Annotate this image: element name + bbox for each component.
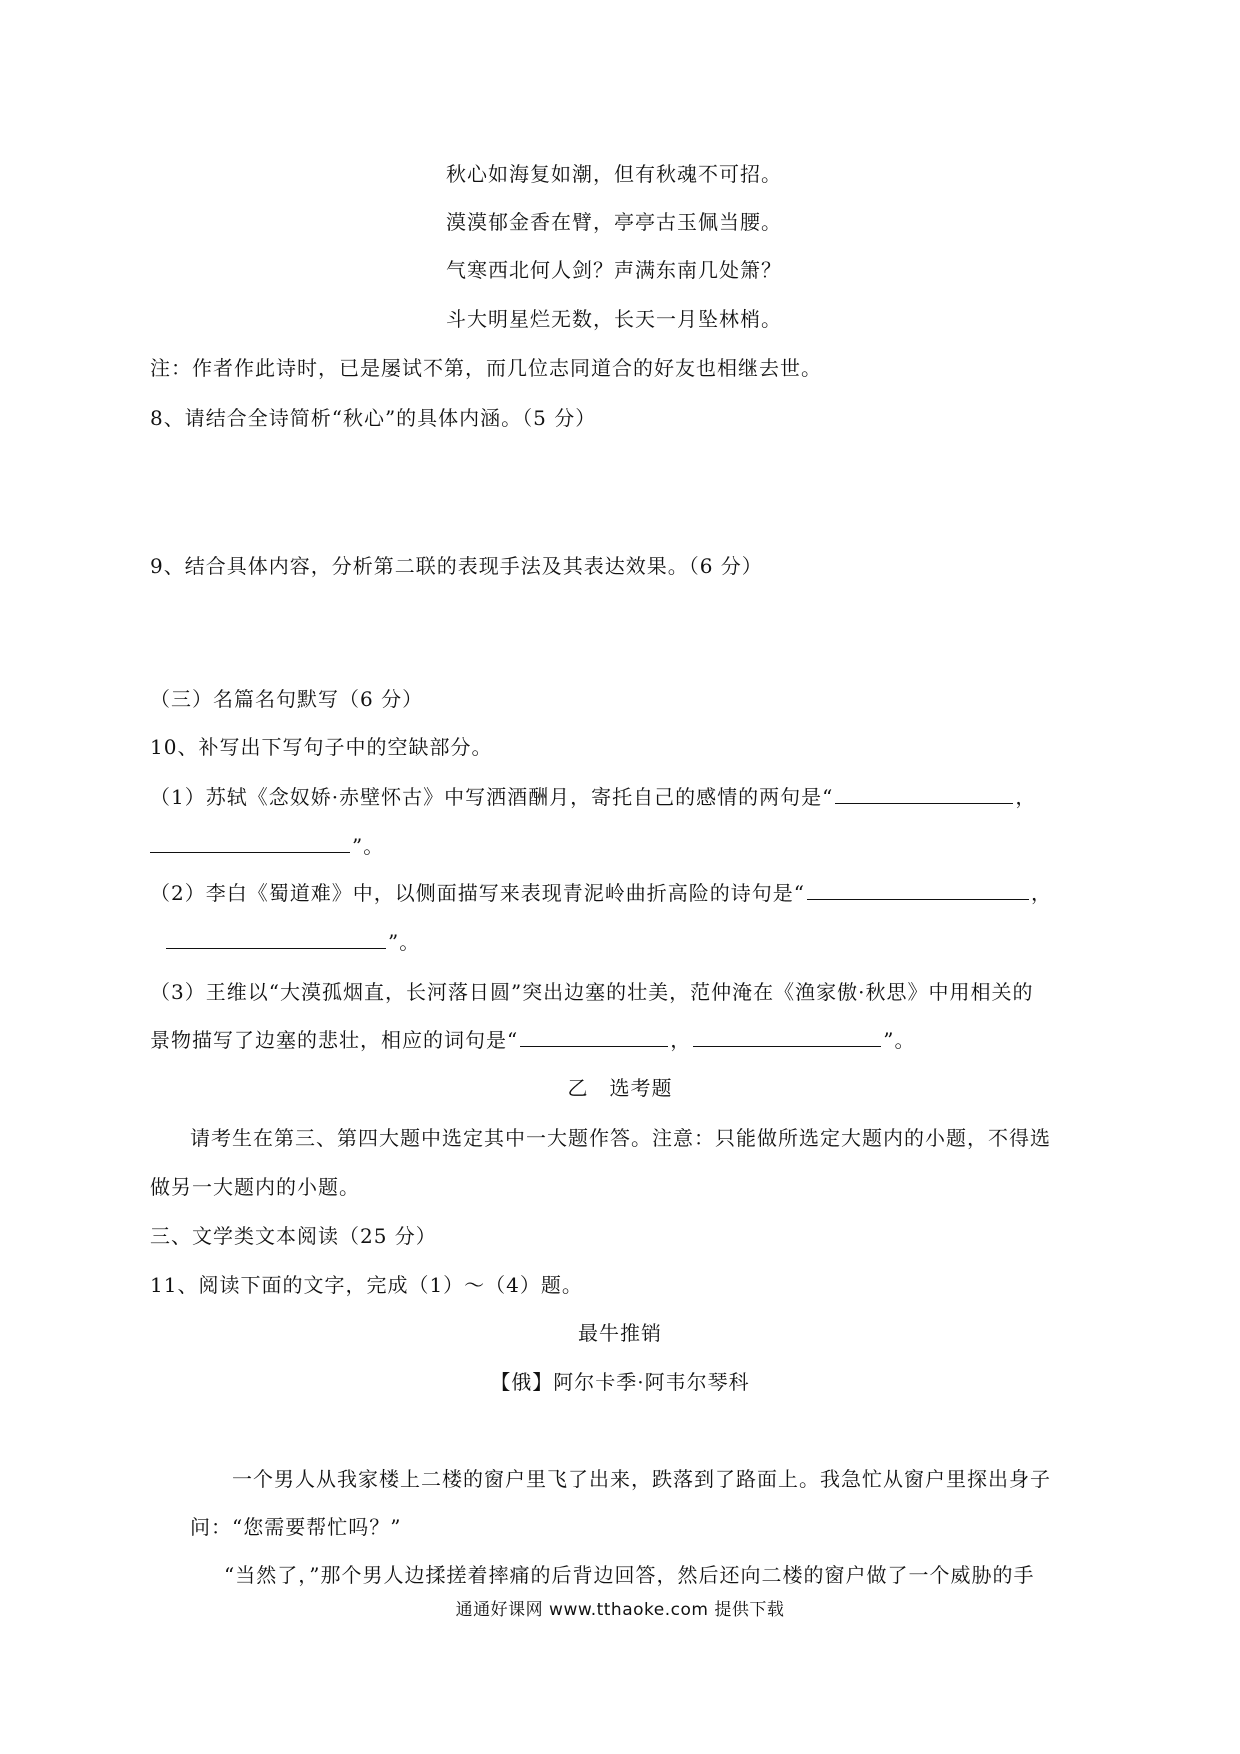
story-author: 【俄】阿尔卡季·阿韦尔琴科	[490, 1370, 750, 1394]
item-2-comma: ，	[1030, 881, 1052, 905]
item-2-text: （2）李白《蜀道难》中，以侧面描写来表现青泥岭曲折高险的诗句是“	[150, 881, 805, 905]
question-10: 10、补写出下写句子中的空缺部分。	[150, 735, 493, 759]
item-3-text: 景物描写了边塞的悲壮，相应的词句是“	[150, 1028, 519, 1052]
question-9: 9、结合具体内容，分析第二联的表现手法及其表达效果。（6 分）	[150, 554, 763, 578]
fill-blank[interactable]	[835, 785, 1013, 804]
item-1-line-1	[150, 783, 1036, 811]
story-paragraph-1-line-1: 一个男人从我家楼上二楼的窗户里飞了出来，跌落到了路面上。我急忙从窗户里探出身子	[232, 1467, 1051, 1491]
item-3-close: ”。	[883, 1028, 916, 1052]
fill-blank[interactable]	[807, 881, 1029, 900]
item-3-comma: ，	[670, 1028, 692, 1052]
instruction-line-1: 请考生在第三、第四大题中选定其中一大题作答。注意：只能做所选定大题内的小题，不得选	[190, 1126, 1051, 1150]
fill-blank[interactable]	[166, 930, 386, 949]
poem-line-2: 漠漠郁金香在臂，亭亭古玉佩当腰。	[446, 210, 782, 234]
item-1-close: ”。	[352, 834, 385, 858]
item-1-line-2	[150, 832, 384, 860]
poem-note: 注：作者作此诗时，已是屡试不第，而几位志同道合的好友也相继去世。	[150, 356, 822, 380]
instruction-line-2: 做另一大题内的小题。	[150, 1175, 360, 1199]
item-3-line-2	[150, 1026, 915, 1054]
optional-heading: 乙 选考题	[567, 1076, 673, 1100]
item-2-line-2	[150, 928, 420, 956]
part-3-heading: 三、文学类文本阅读（25 分）	[150, 1224, 437, 1248]
item-3-line-1: （3）王维以“大漠孤烟直，长河落日圆”突出边塞的壮美，范仲淹在《渔家傲·秋思》中用相关的	[150, 980, 1034, 1004]
fill-blank[interactable]	[150, 834, 350, 853]
poem-line-4: 斗大明星烂无数，长天一月坠林梢。	[446, 307, 782, 331]
item-1-text: （1）苏轼《念奴娇·赤壁怀古》中写洒酒酬月，寄托自己的感情的两句是“	[150, 785, 834, 809]
poem-line-3: 气寒西北何人剑？声满东南几处箫？	[446, 258, 782, 282]
item-2-close: ”。	[388, 930, 421, 954]
section-heading-recitation: （三）名篇名句默写（6 分）	[150, 687, 424, 711]
question-11: 11、阅读下面的文字，完成（1）～（4）题。	[150, 1273, 583, 1297]
page-footer: 通通好课网 www.tthaoke.com 提供下载	[455, 1600, 785, 1620]
item-1-comma: ，	[1015, 785, 1037, 809]
item-2-line-1	[150, 879, 1052, 907]
story-paragraph-2-line-1: “当然了，”那个男人边揉搓着摔痛的后背边回答，然后还向二楼的窗户做了一个威胁的手	[224, 1563, 1035, 1587]
fill-blank[interactable]	[520, 1028, 668, 1047]
fill-blank[interactable]	[693, 1028, 881, 1047]
story-title: 最牛推销	[578, 1321, 662, 1345]
poem-line-1: 秋心如海复如潮，但有秋魂不可招。	[446, 162, 782, 186]
question-8: 8、请结合全诗简析“秋心”的具体内涵。（5 分）	[150, 406, 597, 430]
story-paragraph-1-line-2: 问：“您需要帮忙吗？”	[190, 1515, 402, 1539]
